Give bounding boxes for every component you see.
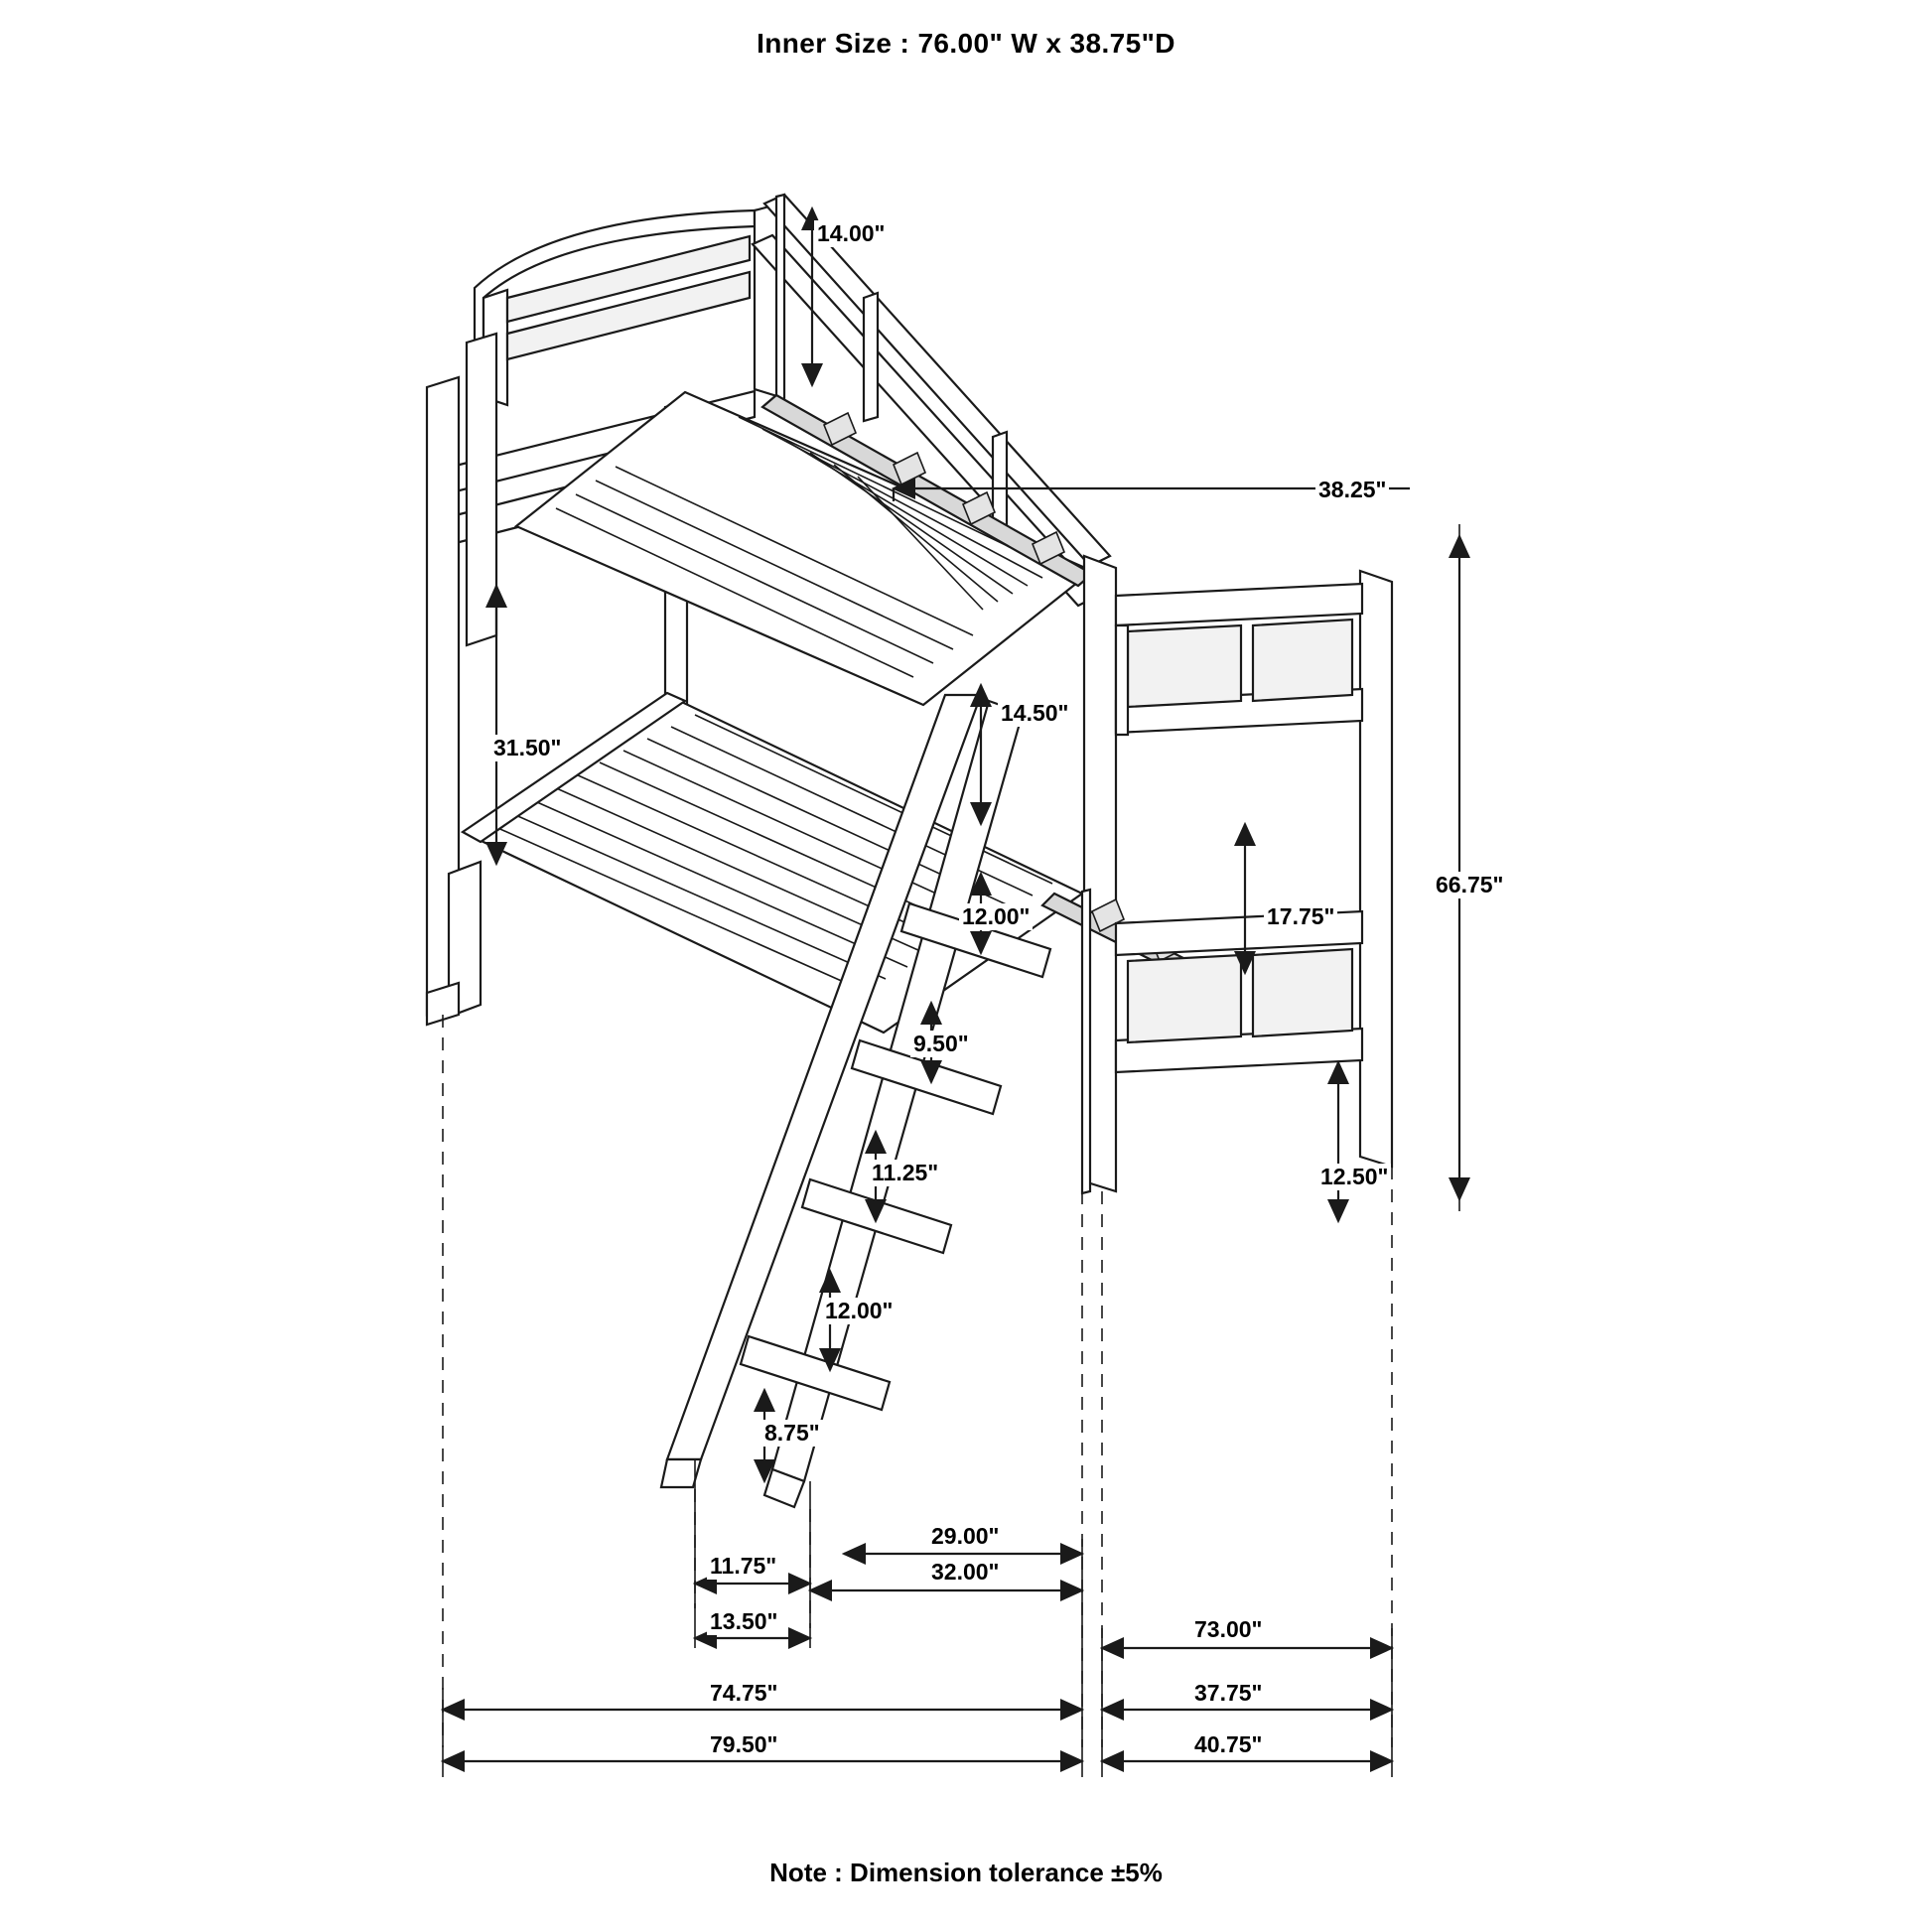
dim-ladder-bottom-height: 8.75" bbox=[761, 1420, 823, 1447]
page-title: Inner Size : 76.00" W x 38.75"D bbox=[757, 28, 1175, 59]
dim-ladder-step-spacing-1: 12.00" bbox=[959, 903, 1033, 930]
dim-mattress-depth: 38.25" bbox=[1315, 477, 1389, 503]
dim-upper-guard-gap: 14.50" bbox=[998, 700, 1071, 727]
dim-overall-depth: 40.75" bbox=[1191, 1731, 1265, 1758]
tolerance-note: Note : Dimension tolerance ±5% bbox=[769, 1858, 1163, 1887]
dim-ladder-span: 32.00" bbox=[928, 1559, 1002, 1586]
dim-ladder-base-width: 13.50" bbox=[707, 1608, 780, 1635]
dim-lower-rail-height: 17.75" bbox=[1264, 903, 1337, 930]
dim-overall-height: 66.75" bbox=[1433, 872, 1506, 898]
dim-outer-length: 74.75" bbox=[707, 1680, 780, 1707]
dim-inner-length: 73.00" bbox=[1191, 1616, 1265, 1643]
dim-top-rail-height: 14.00" bbox=[814, 220, 888, 247]
dim-ladder-step-spacing-3: 11.25" bbox=[869, 1160, 941, 1186]
dim-inner-depth: 37.75" bbox=[1191, 1680, 1265, 1707]
dim-lower-clearance: 31.50" bbox=[490, 735, 564, 761]
dim-ladder-step-spacing-2: 9.50" bbox=[910, 1031, 972, 1057]
dim-lower-bed-height: 12.50" bbox=[1317, 1164, 1391, 1190]
dim-ladder-step-spacing-4: 12.00" bbox=[822, 1298, 896, 1324]
dim-overall-length: 79.50" bbox=[707, 1731, 780, 1758]
dim-ladder-offset: 29.00" bbox=[928, 1523, 1002, 1550]
dim-ladder-foot-width: 11.75" bbox=[707, 1553, 779, 1580]
